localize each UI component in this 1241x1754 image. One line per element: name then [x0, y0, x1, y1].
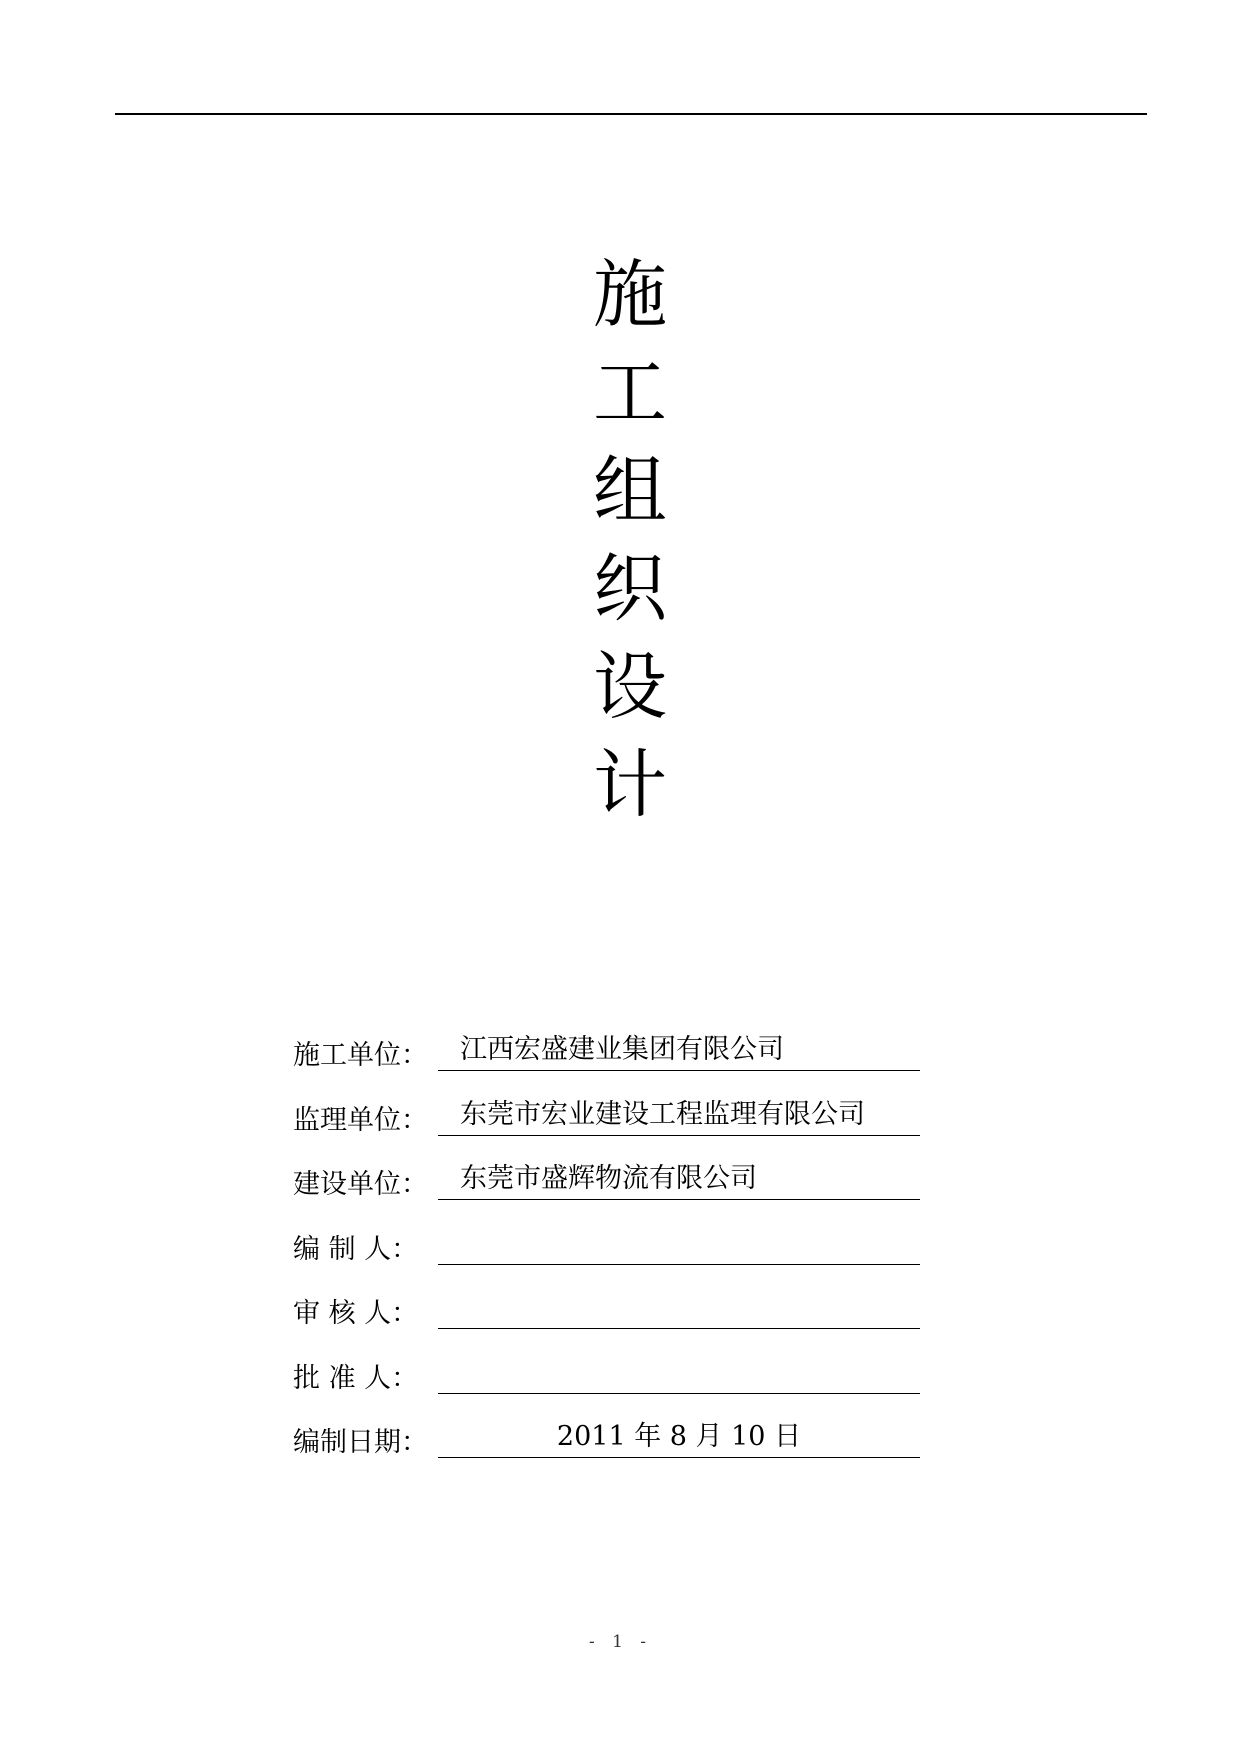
field-value: 2011 年 8 月 10 日 — [556, 1421, 802, 1452]
title-char: 织 — [593, 546, 667, 632]
title-char: 工 — [593, 350, 667, 436]
title-char: 组 — [593, 448, 667, 534]
field-value-line — [438, 1351, 920, 1394]
field-value-line — [438, 1093, 920, 1136]
field-value-line — [438, 1286, 920, 1329]
document-title — [580, 250, 680, 838]
field-label: 审 核 人： — [293, 1298, 419, 1329]
title-char: 计 — [593, 742, 667, 828]
field-value-line — [438, 1415, 920, 1458]
field-supervision-unit — [293, 1093, 993, 1158]
field-value: 江西宏盛建业集团有限公司 — [460, 1034, 784, 1065]
cover-info-fields — [293, 1028, 993, 1480]
field-label: 批 准 人： — [293, 1362, 419, 1394]
field-label: 施工单位： — [293, 1040, 428, 1071]
field-label: 编 制 人： — [293, 1233, 419, 1265]
title-char: 设 — [593, 644, 667, 730]
page-number: - 1 - — [588, 1632, 653, 1652]
field-label: 编制日期： — [293, 1427, 428, 1458]
field-reviewer — [293, 1286, 993, 1351]
field-value: 东莞市盛辉物流有限公司 — [460, 1163, 757, 1194]
field-compile-date — [293, 1415, 993, 1480]
field-construction-unit — [293, 1028, 993, 1093]
field-label: 建设单位： — [293, 1169, 428, 1200]
field-value-line — [438, 1028, 920, 1071]
field-owner-unit — [293, 1157, 993, 1222]
field-value-line — [438, 1222, 920, 1265]
field-approver — [293, 1351, 993, 1416]
title-char: 施 — [593, 252, 667, 338]
field-value: 东莞市宏业建设工程监理有限公司 — [460, 1098, 865, 1130]
field-label: 监理单位： — [293, 1104, 428, 1136]
field-compiler — [293, 1222, 993, 1287]
field-value-line — [438, 1157, 920, 1200]
header-rule — [115, 113, 1147, 115]
